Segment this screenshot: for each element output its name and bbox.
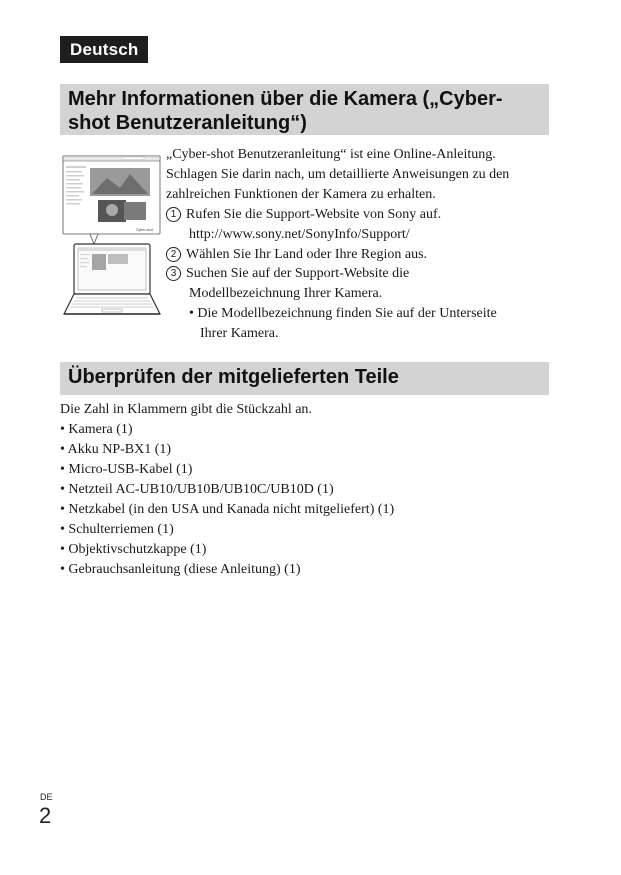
step-3-text: Suchen Sie auf der Support-Website die bbox=[186, 266, 410, 281]
step-3 bbox=[166, 264, 409, 284]
intro-line-2: Schlagen Sie darin nach, um detaillierte Anweisungen zu den bbox=[166, 167, 510, 182]
step-1 bbox=[166, 205, 441, 225]
list-item: • Netzkabel (in den USA und Kanada nicht mitgeliefert) (1) bbox=[60, 502, 395, 517]
list-item: • Schulterriemen (1) bbox=[60, 522, 174, 537]
intro-line-1: „Cyber-shot Benutzeranleitung“ ist eine Online-Anleitung. bbox=[166, 147, 496, 162]
language-tab: Deutsch bbox=[60, 36, 148, 63]
list-item: • Akku NP-BX1 (1) bbox=[60, 442, 172, 457]
section-heading-supplied-items bbox=[60, 362, 549, 395]
intro-line-3: zahlreichen Funktionen der Kamera zu erhalten. bbox=[166, 187, 436, 202]
cyber-shot-label: Cyber-shot bbox=[136, 228, 154, 232]
language-code: DE bbox=[40, 792, 53, 802]
step-number-3: 3 bbox=[166, 266, 181, 281]
list-item: • Gebrauchsanleitung (diese Anleitung) (1) bbox=[60, 562, 301, 577]
list-item: • Objektivschutzkappe (1) bbox=[60, 542, 207, 557]
supplied-items-list bbox=[60, 420, 394, 580]
list-item: • Netzteil AC-UB10/UB10B/UB10C/UB10D (1) bbox=[60, 482, 334, 497]
list-item: • Micro-USB-Kabel (1) bbox=[60, 462, 193, 477]
heading-line-2: shot Benutzeranleitung“) bbox=[68, 112, 307, 134]
step-number-1: 1 bbox=[166, 207, 181, 222]
quantity-note: Die Zahl in Klammern gibt die Stückzahl an. bbox=[60, 402, 312, 417]
heading-line-1: Mehr Informationen über die Kamera („Cyber- bbox=[68, 88, 503, 110]
list-item: • Kamera (1) bbox=[60, 422, 133, 437]
section-heading-more-info bbox=[60, 84, 549, 135]
step-2 bbox=[166, 245, 427, 265]
step-1-text: Rufen Sie die Support-Website von Sony auf. bbox=[186, 207, 442, 222]
support-url: http://www.sony.net/SonyInfo/Support/ bbox=[189, 227, 410, 242]
step-3-text-continued: Modellbezeichnung Ihrer Kamera. bbox=[189, 286, 383, 301]
step-2-text: Wählen Sie Ihr Land oder Ihre Region aus. bbox=[186, 247, 428, 262]
laptop-illustration bbox=[62, 154, 162, 320]
model-note: • Die Modellbezeichnung finden Sie auf der Unterseite bbox=[189, 306, 497, 321]
step-number-2: 2 bbox=[166, 247, 181, 262]
model-note-continued: Ihrer Kamera. bbox=[200, 326, 279, 341]
page-number: 2 bbox=[39, 803, 52, 828]
heading-text: Überprüfen der mitgelieferten Teile bbox=[68, 366, 399, 388]
